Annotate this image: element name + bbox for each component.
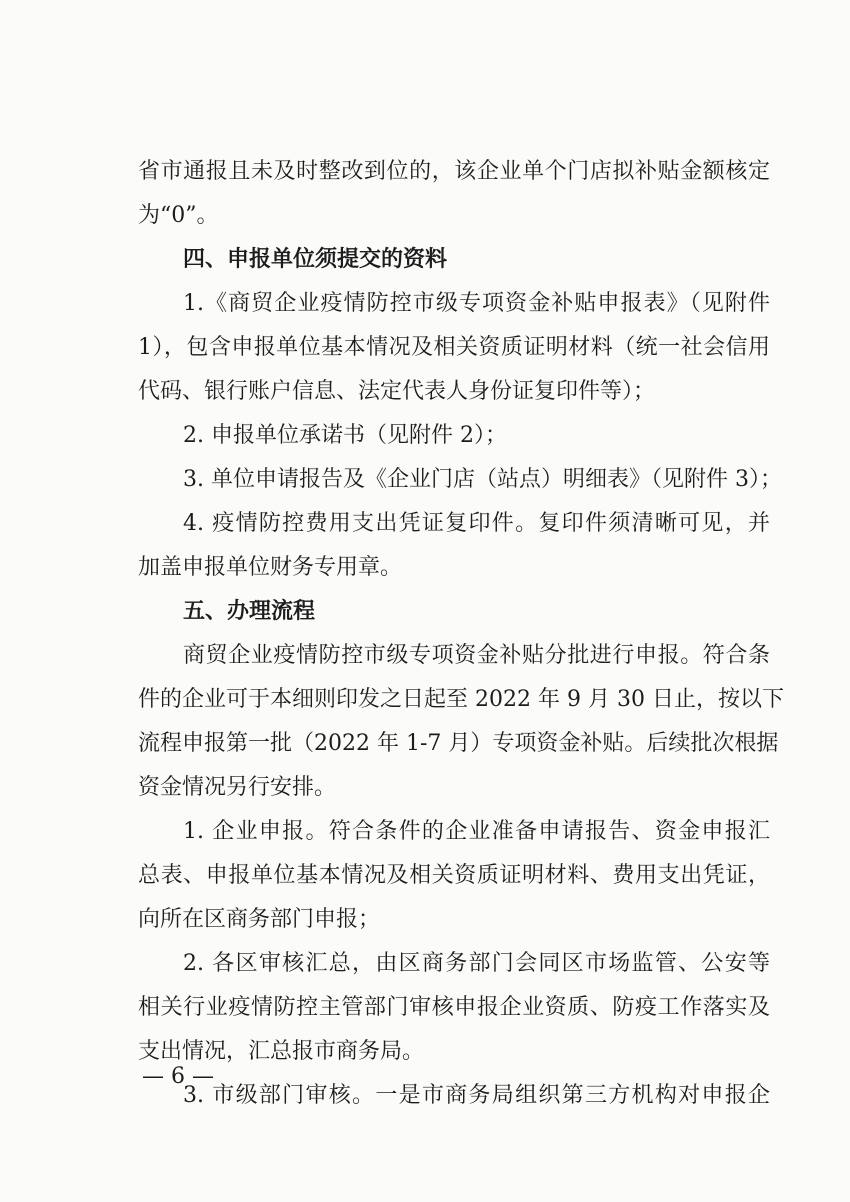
paragraph-line: 件的企业可于本细则印发之日起至 2022 年 9 月 30 日止，按以下 xyxy=(138,687,784,712)
list-item-line: 加盖申报单位财务专用章。 xyxy=(138,555,403,580)
list-item-line: 总表、申报单位基本情况及相关资质证明材料、费用支出凭证， xyxy=(138,863,770,888)
paragraph-line: 省市通报且未及时整改到位的，该企业单个门店拟补贴金额核定 xyxy=(138,159,770,184)
section-heading-materials: 四、申报单位须提交的资料 xyxy=(183,247,448,272)
list-item-line: 支出情况，汇总报市商务局。 xyxy=(138,1039,425,1064)
list-item-line: 相关行业疫情防控主管部门审核申报企业资质、防疫工作落实及 xyxy=(138,995,770,1020)
paragraph-line: 为“0”。 xyxy=(138,203,219,228)
section-heading-process: 五、办理流程 xyxy=(183,599,316,624)
paragraph-line: 流程申报第一批（2022 年 1-7 月）专项资金补贴。后续批次根据 xyxy=(138,731,779,756)
list-item-line: 1. 企业申报。符合条件的企业准备申请报告、资金申报汇 xyxy=(183,819,770,844)
list-item-line: 向所在区商务部门申报； xyxy=(138,907,381,932)
paragraph-line: 资金情况另行安排。 xyxy=(138,775,337,800)
list-item-line: 2. 申报单位承诺书（见附件 2）； xyxy=(183,423,507,448)
list-item-line: 1），包含申报单位基本情况及相关资质证明材料（统一社会信用 xyxy=(138,335,770,360)
list-item-line: 2. 各区审核汇总，由区商务部门会同区市场监管、公安等 xyxy=(183,951,770,976)
list-item-line: 3. 市级部门审核。一是市商务局组织第三方机构对申报企 xyxy=(183,1083,770,1108)
list-item-line: 3. 单位申请报告及《企业门店（站点）明细表》（见附件 3）； xyxy=(183,467,782,492)
paragraph-line: 商贸企业疫情防控市级专项资金补贴分批进行申报。符合条 xyxy=(183,643,770,668)
list-item-line: 1.《商贸企业疫情防控市级专项资金补贴申报表》（见附件 xyxy=(183,291,770,316)
list-item-line: 代码、银行账户信息、法定代表人身份证复印件等）； xyxy=(138,379,656,404)
page-number: — 6 — xyxy=(142,1064,214,1089)
list-item-line: 4. 疫情防控费用支出凭证复印件。复印件须清晰可见，并 xyxy=(183,511,770,536)
